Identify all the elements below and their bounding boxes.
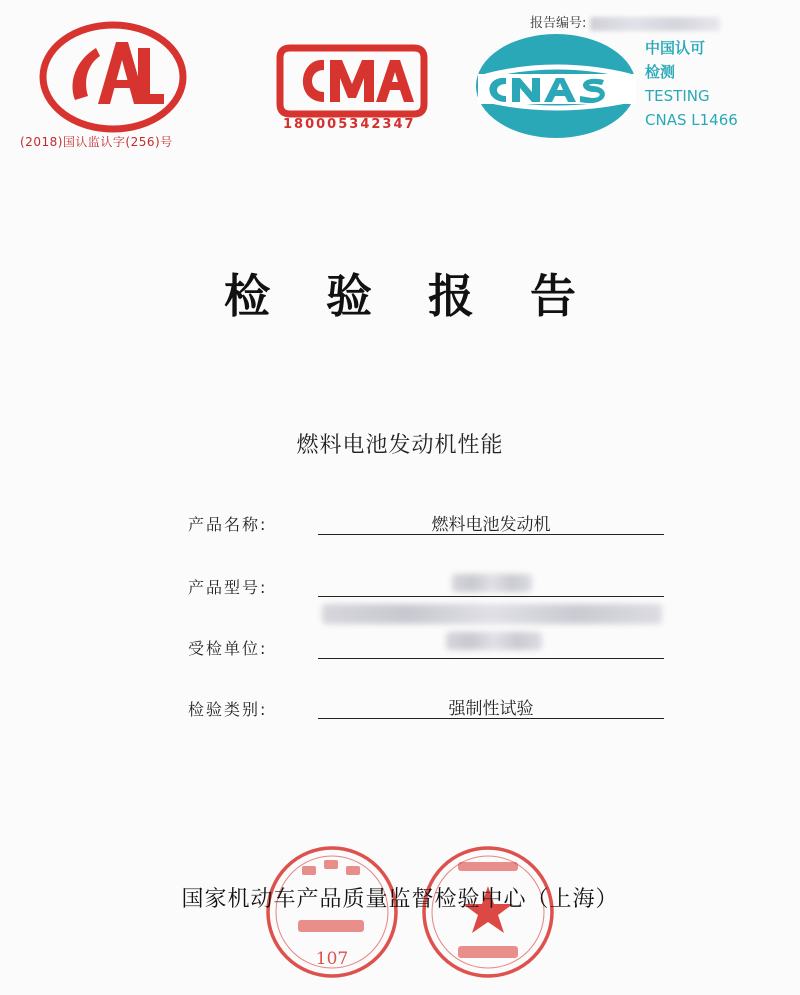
report-subtitle: 燃料电池发动机性能 — [296, 433, 504, 458]
cma-logo-mark — [303, 60, 414, 102]
cnas-logo — [468, 30, 648, 142]
field-label-product-name: 产品名称: — [188, 515, 268, 534]
cal-caption: (2018)国认监认字(256)号 — [20, 135, 173, 149]
field-value-product-name: 燃料电池发动机 — [431, 515, 551, 535]
cma-number: 180005342347 — [283, 117, 416, 132]
field-underline-product-name — [318, 534, 664, 535]
cnas-side-text — [645, 36, 738, 132]
report-title: 检验报告 — [224, 269, 632, 323]
field-label-product-model: 产品型号: — [188, 578, 268, 597]
cnas-side-line1: 中国认可 — [645, 39, 706, 57]
field-underline-inspection-type — [318, 718, 664, 719]
field-value-inspection-type: 强制性试验 — [448, 699, 534, 719]
report-number-label: 报告编号: — [530, 16, 587, 31]
report-number — [530, 12, 720, 31]
report-number-redacted — [590, 17, 720, 31]
field-value-product-model-redacted — [452, 574, 532, 592]
cma-logo — [272, 40, 432, 122]
field-underline-product-model — [318, 596, 664, 597]
cnas-side-line2: 检测 — [645, 63, 676, 81]
issuing-organization: 国家机动车产品质量监督检验中心（上海） — [181, 887, 619, 912]
field-value-inspected-unit-redacted-line1 — [322, 604, 662, 624]
field-label-inspected-unit: 受检单位: — [188, 639, 268, 658]
field-underline-inspected-unit — [318, 658, 664, 659]
cnas-side-line3: TESTING — [645, 87, 710, 105]
field-value-inspected-unit-redacted-line2 — [446, 632, 542, 650]
field-label-inspection-type: 检验类别: — [188, 700, 268, 719]
cal-logo-mark — [73, 42, 164, 104]
left-seal-number: 107 — [315, 949, 349, 969]
cnas-side-line4: CNAS L1466 — [645, 111, 738, 129]
cal-logo — [38, 18, 188, 136]
